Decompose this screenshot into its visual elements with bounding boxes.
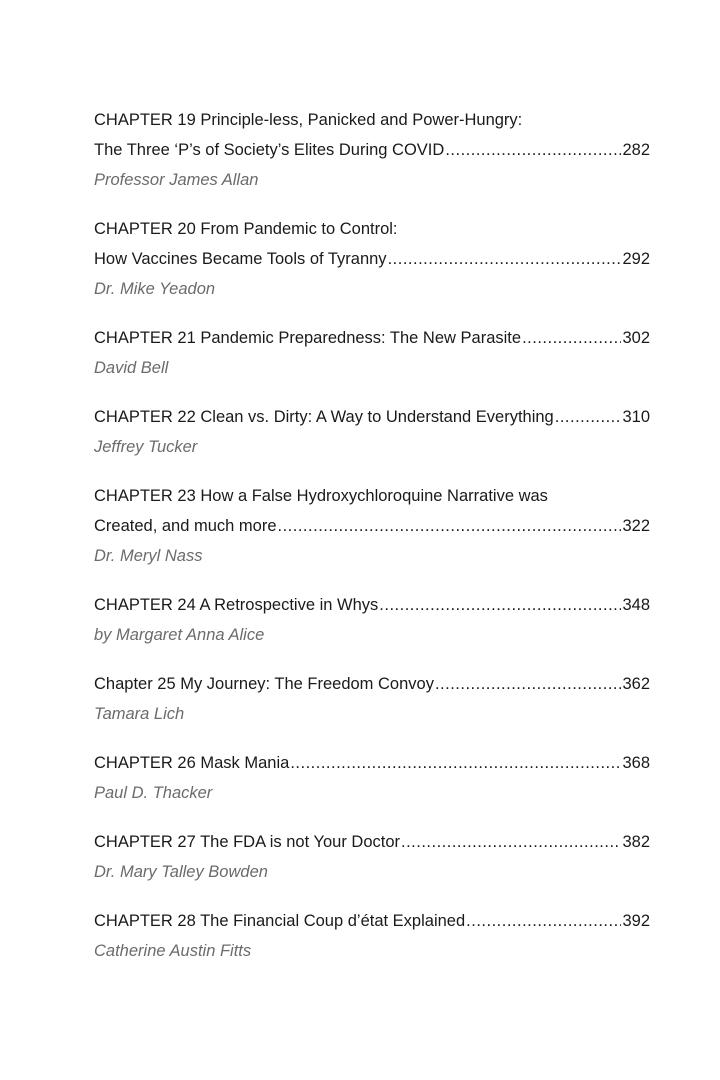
dot-leader (466, 906, 621, 936)
dot-leader (379, 590, 621, 620)
toc-entry-chapter-24 (94, 590, 650, 650)
toc-entry-heading: CHAPTER 19 Principle-less, Panicked and Power-Hungry: (94, 111, 523, 129)
toc-entry-title-line (94, 244, 650, 274)
toc-entry-title: How Vaccines Became Tools of Tyranny (94, 250, 387, 268)
toc-entry-title-line (94, 590, 650, 620)
toc-entry-heading: CHAPTER 23 How a False Hydroxychloroquine Narrative was (94, 487, 548, 505)
toc-entry-author: Professor James Allan (94, 171, 259, 189)
dot-leader (445, 135, 621, 165)
toc-entry-author: Dr. Mary Talley Bowden (94, 863, 268, 881)
toc-entry-title: The Three ‘P’s of Society’s Elites During COVID (94, 141, 445, 159)
toc-entry-chapter-27 (94, 827, 650, 887)
toc-entry-chapter-25 (94, 669, 650, 729)
toc-entry-chapter-20 (94, 214, 650, 304)
toc-entry-page-number: 348 (622, 596, 650, 614)
dot-leader (435, 669, 622, 699)
toc-entry-page-number: 382 (622, 833, 650, 851)
toc-entry-title-line (94, 748, 650, 778)
toc-entry-page-number: 302 (622, 329, 650, 347)
dot-leader (401, 827, 621, 857)
toc-entry-author: Catherine Austin Fitts (94, 942, 252, 960)
dot-leader (278, 511, 622, 541)
dot-leader (388, 244, 622, 274)
toc-entry-page-number: 392 (622, 912, 650, 930)
toc-entry-chapter-19 (94, 105, 650, 195)
toc-entry-title-line (94, 402, 650, 432)
toc-entry-title-line (94, 906, 650, 936)
toc-entry-author: Dr. Meryl Nass (94, 547, 203, 565)
toc-entry-author: Paul D. Thacker (94, 784, 213, 802)
toc-entry-title: CHAPTER 27 The FDA is not Your Doctor (94, 833, 400, 851)
toc-entry-heading: CHAPTER 20 From Pandemic to Control: (94, 220, 398, 238)
toc-entry-title-line (94, 135, 650, 165)
toc-entry-chapter-26 (94, 748, 650, 808)
toc-entry-author: Jeffrey Tucker (94, 438, 198, 456)
toc-entry-title-line (94, 323, 650, 353)
toc-entry-chapter-22 (94, 402, 650, 462)
toc-entry-title-line (94, 511, 650, 541)
dot-leader (522, 323, 621, 353)
dot-leader (555, 402, 622, 432)
toc-entry-title: CHAPTER 26 Mask Mania (94, 754, 290, 772)
toc-entry-title-line (94, 827, 650, 857)
toc-entry-page-number: 368 (622, 754, 650, 772)
toc-entry-title: Created, and much more (94, 517, 277, 535)
toc-entry-author: David Bell (94, 359, 169, 377)
toc-entry-author: Tamara Lich (94, 705, 185, 723)
toc-entry-chapter-28 (94, 906, 650, 966)
toc-entry-chapter-21 (94, 323, 650, 383)
toc-entry-title: Chapter 25 My Journey: The Freedom Convoy (94, 675, 434, 693)
toc-entry-page-number: 292 (622, 250, 650, 268)
toc-entry-title: CHAPTER 28 The Financial Coup d’état Explained (94, 912, 466, 930)
toc-entry-author: Dr. Mike Yeadon (94, 280, 216, 298)
toc-entry-chapter-23 (94, 481, 650, 571)
table-of-contents (94, 105, 650, 966)
toc-entry-title: CHAPTER 21 Pandemic Preparedness: The New Parasite (94, 329, 522, 347)
toc-entry-title: CHAPTER 24 A Retrospective in Whys (94, 596, 379, 614)
toc-entry-author: by Margaret Anna Alice (94, 626, 265, 644)
toc-entry-page-number: 322 (622, 517, 650, 535)
toc-entry-title-line (94, 669, 650, 699)
toc-entry-page-number: 282 (622, 141, 650, 159)
toc-entry-title: CHAPTER 22 Clean vs. Dirty: A Way to Understand Everything (94, 408, 554, 426)
toc-entry-page-number: 362 (622, 675, 650, 693)
toc-entry-page-number: 310 (622, 408, 650, 426)
dot-leader (290, 748, 621, 778)
